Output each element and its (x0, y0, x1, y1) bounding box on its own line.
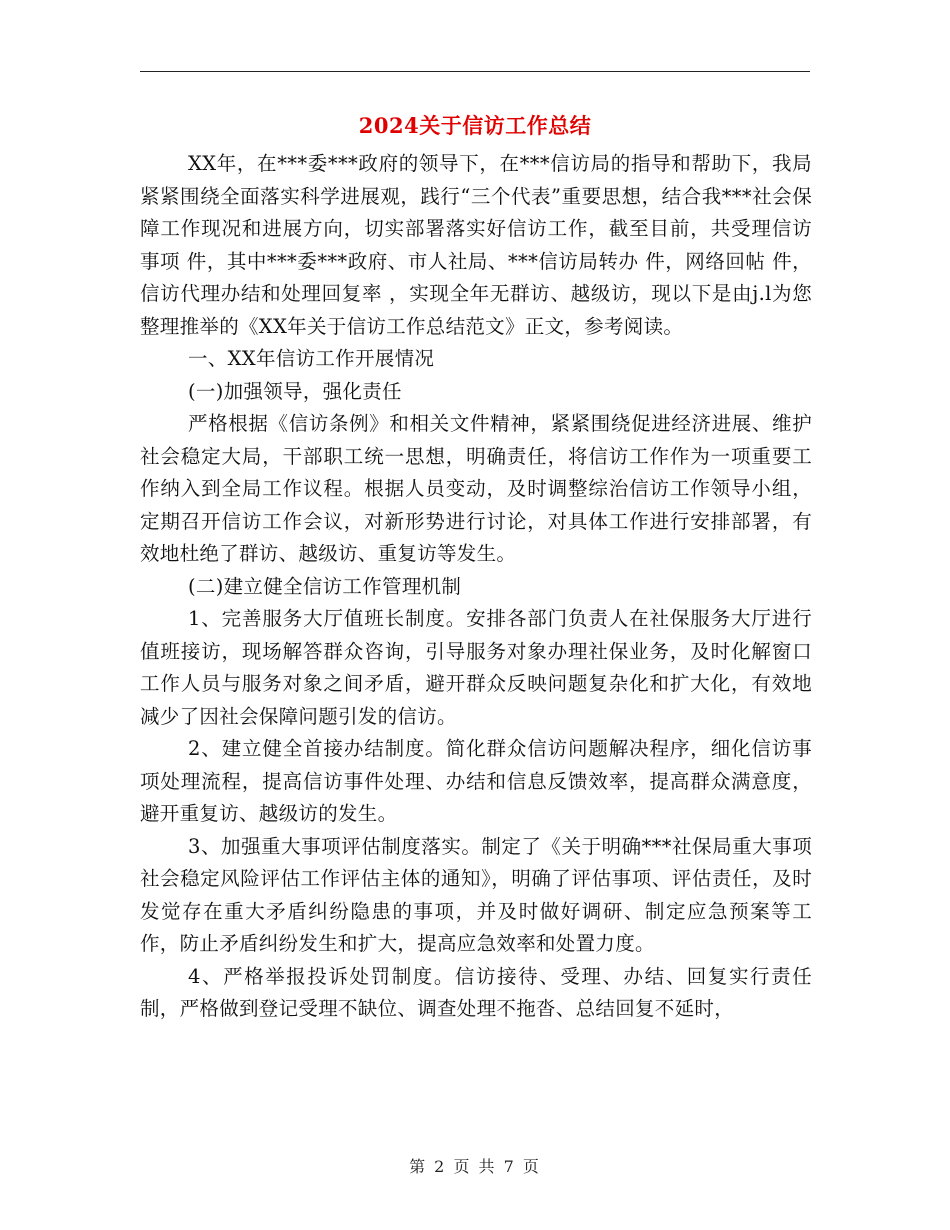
paragraph: XX年，在***委***政府的领导下，在***信访局的指导和帮助下，我局紧紧围绕全面落实科学进展观，践行“三个代表”重要思想，结合我***社会保障工作现况和进展方向，切实部署落实好信访工作，截至目前，共受理信访事项 件，其中***委***政府、市人社局、***信访局转办 件，网络回帖 件，信访代理办结和处理回复率 ，实现全年无群访、越级访，现以下是由j.l为您整理推举的《XX年关于信访工作总结范文》正文，参考阅读。 (140, 152, 812, 338)
header-rule (140, 71, 810, 72)
list-item: 2、建立健全首接办结制度。简化群众信访问题解决程序，细化信访事项处理流程，提高信访事件处理、办结和信息反馈效率，提高群众满意度，避开重复访、越级访的发生。 (140, 737, 812, 825)
document-body (140, 148, 812, 1026)
subsection-heading: (二)建立健全信访工作管理机制 (188, 574, 462, 598)
subsection-heading: (一)加强领导，强化责任 (188, 379, 402, 403)
list-item: 4、严格举报投诉处罚制度。信访接待、受理、办结、回复实行责任制，严格做到登记受理不缺位、调查处理不拖沓、总结回复不延时， (140, 964, 812, 1020)
document-title: 2024关于信访工作总结 (358, 113, 592, 138)
paragraph: 严格根据《信访条例》和相关文件精神，紧紧围绕促进经济进展、维护社会稳定大局，干部职工统一思想，明确责任，将信访工作作为一项重要工作纳入到全局工作议程。根据人员变动，及时调整综治信访工作领导小组，定期召开信访工作会议，对新形势进行讨论，对具体工作进行安排部署，有效地杜绝了群访、越级访、重复访等发生。 (140, 412, 812, 565)
page-number: 第 2 页 共 7 页 (409, 1157, 541, 1176)
section-heading: 一、XX年信访工作开展情况 (188, 347, 435, 370)
list-item: 3、加强重大事项评估制度落实。制定了《关于明确***社保局重大事项社会稳定风险评估工作评估主体的通知》，明确了评估事项、评估责任，及时发觉存在重大矛盾纠纷隐患的事项，并及时做好调研、制定应急预案等工作，防止矛盾纠纷发生和扩大，提高应急效率和处置力度。 (140, 834, 812, 955)
list-item: 1、完善服务大厅值班长制度。安排各部门负责人在社保服务大厅进行值班接访，现场解答群众咨询，引导服务对象办理社保业务，及时化解窗口工作人员与服务对象之间矛盾，避开群众反映问题复杂化和扩大化，有效地减少了因社会保障问题引发的信访。 (140, 607, 812, 728)
